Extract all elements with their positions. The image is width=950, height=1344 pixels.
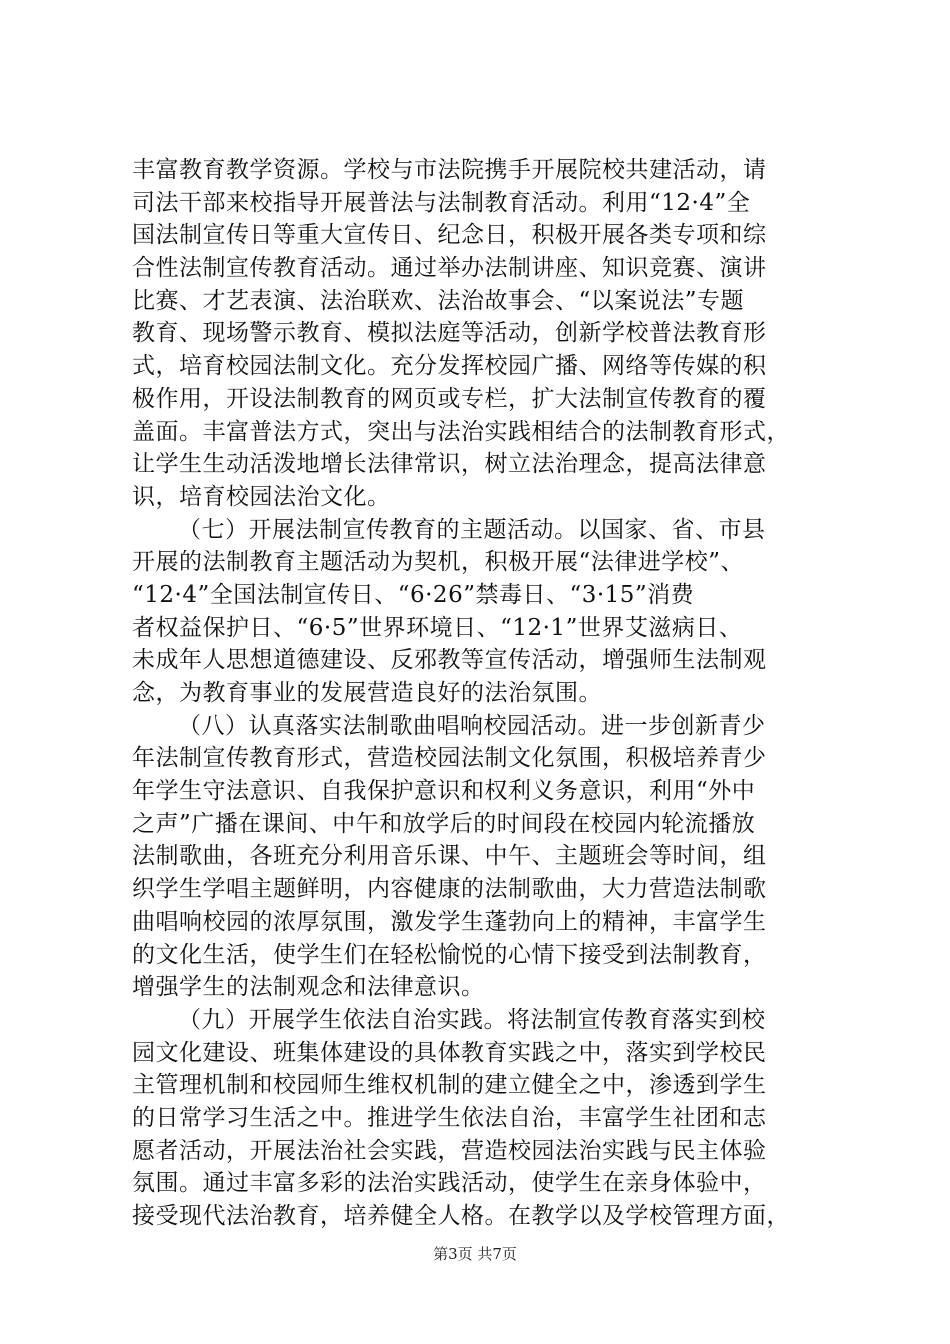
text-line: （八）认真落实法制歌曲唱响校园活动。进一步创新青少 — [178, 712, 766, 739]
text-line: 接受现代法治教育，培养健全人格。在教学以及学校管理方面， — [132, 1203, 790, 1229]
text-line: 司法干部来校指导开展普法与法制教育活动。利用“12·4”全 — [132, 189, 751, 216]
text-line: 极作用，开设法制教育的网页或专栏，扩大法制宣传教育的覆 — [132, 385, 767, 412]
text-line: 氛围。通过丰富多彩的法治实践活动，使学生在亲身体验中， — [132, 1170, 767, 1197]
text-line: “12·4”全国法制宣传日、“6·26”禁毒日、“3·15”消费 — [132, 581, 695, 608]
text-line: 增强学生的法制观念和法律意识。 — [132, 974, 485, 1001]
text-line: 园文化建设、班集体建设的具体教育实践之中，落实到学校民 — [132, 1039, 767, 1066]
paragraph — [132, 710, 832, 1004]
page-footer: 第3页 共7页 — [433, 1245, 517, 1263]
text-line: 曲唱响校园的浓厚氛围，激发学生蓬勃向上的精神，丰富学生 — [132, 908, 767, 935]
text-line: 年学生守法意识、自我保护意识和权利义务意识，利用“外中 — [132, 778, 756, 805]
text-line: 的文化生活，使学生们在轻松愉悦的心情下接受到法制教育， — [132, 941, 767, 968]
text-line: 比赛、才艺表演、法治联欢、法治故事会、“以案说法”专题 — [132, 287, 745, 314]
text-line: 未成年人思想道德建设、反邪教等宣传活动，增强师生法制观 — [132, 647, 767, 674]
text-line: 愿者活动，开展法治社会实践，营造校园法治实践与民主体验 — [132, 1137, 767, 1164]
text-line: 之声”广播在课间、中午和放学后的时间段在校园内轮流播放 — [132, 810, 756, 837]
text-line: 念，为教育事业的发展营造良好的法治氛围。 — [132, 680, 602, 706]
paragraph — [132, 514, 832, 710]
text-line: 法制歌曲，各班充分利用音乐课、中午、主题班会等时间，组 — [132, 843, 767, 870]
text-line: （七）开展法制宣传教育的主题活动。以国家、省、市县 — [178, 516, 766, 543]
text-line: 式，培育校园法制文化。充分发挥校园广播、网络等传媒的积 — [132, 353, 767, 380]
text-line: 教育、现场警示教育、模拟法庭等活动，创新学校普法教育形 — [132, 320, 767, 347]
text-line: （九）开展学生依法自治实践。将法制宣传教育落实到校 — [178, 1006, 766, 1033]
text-line: 丰富教育教学资源。学校与市法院携手开展院校共建活动，请 — [132, 157, 767, 183]
text-line: 主管理机制和校园师生维权机制的建立健全之中，渗透到学生 — [132, 1072, 767, 1099]
text-line: 识，培育校园法治文化。 — [132, 483, 391, 510]
paragraph — [132, 1004, 832, 1233]
text-line: 盖面。丰富普法方式，突出与法治实践相结合的法制教育形式， — [132, 418, 790, 445]
text-line: 国法制宣传日等重大宣传日、纪念日，积极开展各类专项和综 — [132, 222, 767, 249]
document-body — [132, 154, 832, 1233]
paragraph — [132, 154, 832, 514]
text-line: 织学生学唱主题鲜明，内容健康的法制歌曲，大力营造法制歌 — [132, 876, 767, 903]
text-line: 者权益保护日、“6·5”世界环境日、“12·1”世界艾滋病日、 — [132, 614, 743, 641]
text-line: 的日常学习生活之中。推进学生依法自治，丰富学生社团和志 — [132, 1104, 767, 1131]
text-line: 年法制宣传教育形式，营造校园法制文化氛围，积极培养青少 — [132, 745, 767, 772]
text-line: 让学生生动活泼地增长法律常识，树立法治理念，提高法律意 — [132, 451, 767, 478]
text-line: 合性法制宣传教育活动。通过举办法制讲座、知识竞赛、演讲 — [132, 255, 767, 282]
text-line: 开展的法制教育主题活动为契机，积极开展“法律进学校”、 — [132, 549, 745, 576]
